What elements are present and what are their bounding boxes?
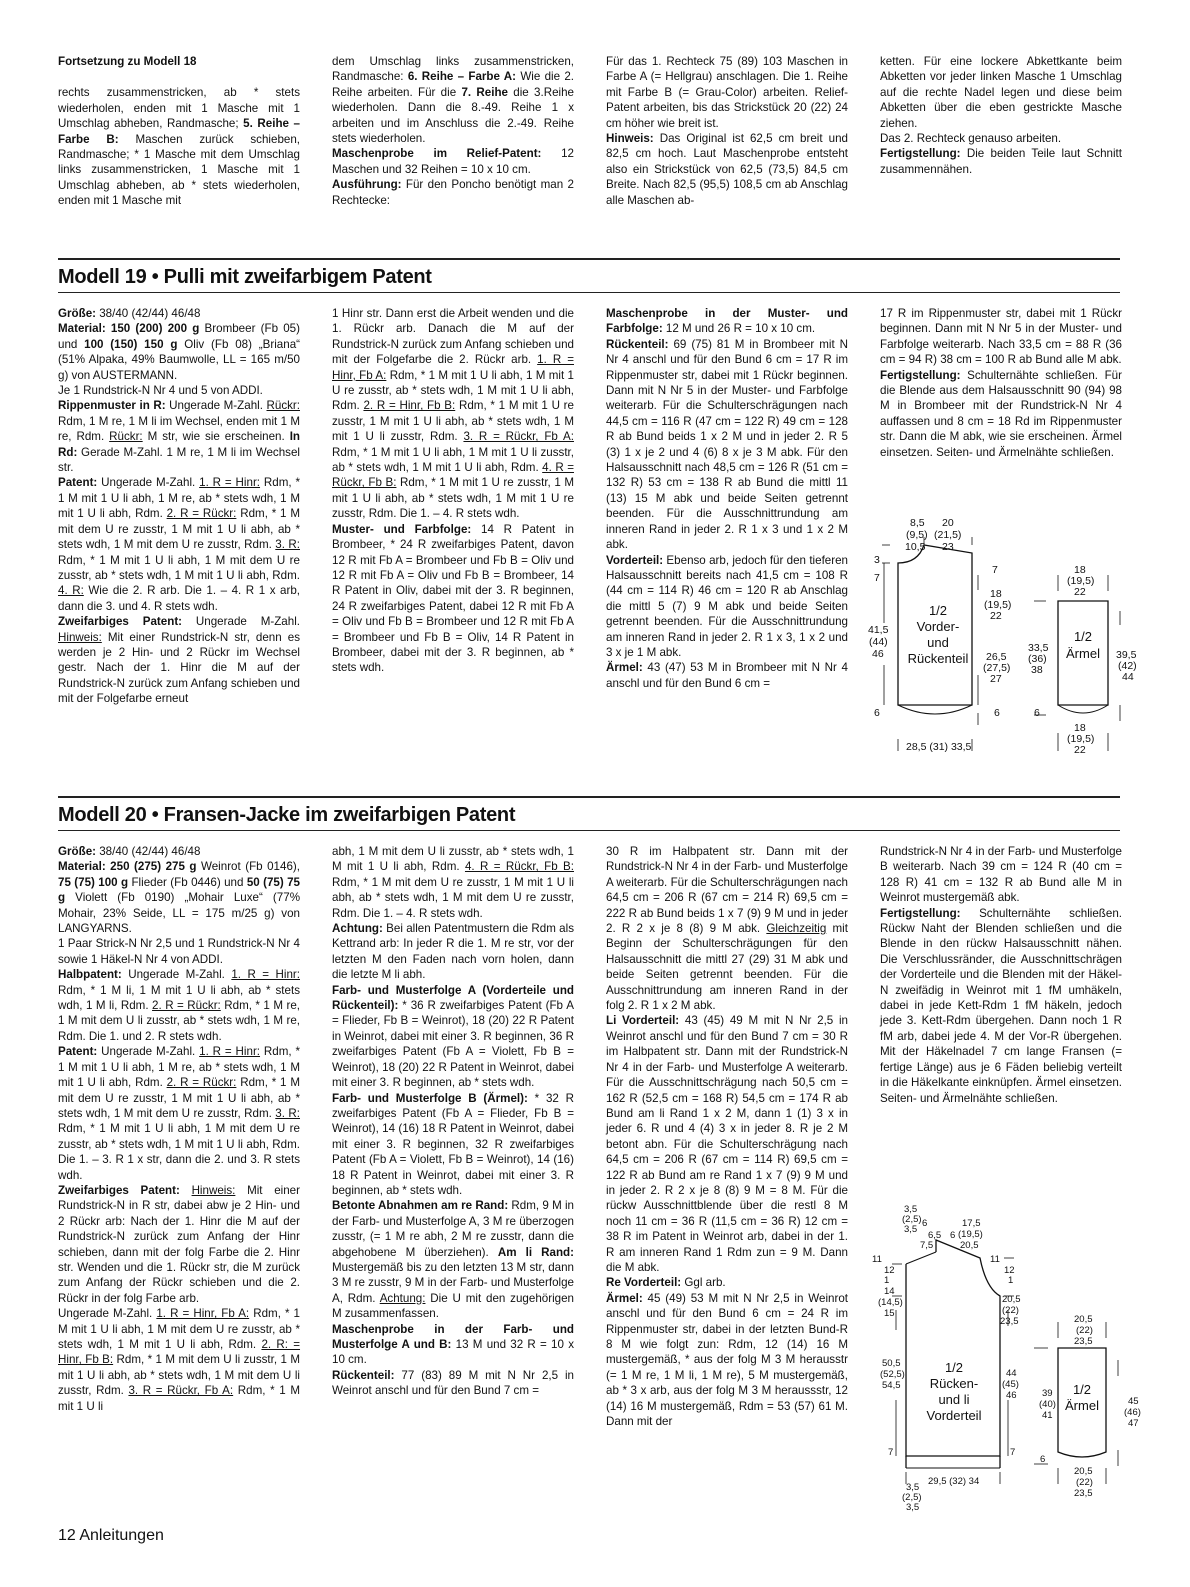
svg-text:22: 22	[1074, 586, 1086, 598]
m20-pattern-diagram	[862, 1200, 1152, 1520]
text-run: mit Beginn der Schulterschrägungen für den Halsausschnitt die mittl 27 (29) 31 M abk und beide Seiten getrennt beenden. Für die Ausschnittrundung am inneren Rand in der folg 2. R 1 x 2 M abk.	[606, 922, 848, 1013]
text-run: Rdm, 9 M in der Farb- und Musterfolge A, 3 M re überzogen zusstr, (= 1 M re abh, 2 M re zusstr, dann die abgehobene M überziehen).	[332, 1199, 575, 1259]
text-run: Mit einer Rundstrick-N str, denn es werden je 2 Hin- und 2 Rückr im Wechsel gestr. Nach der 1. Hinr die M auf der Rundstrick-N zurück zum Anfang schieben und mit der Folgefarbe erneut	[58, 630, 300, 706]
text-run: Maschenprobe in der Muster- und Farbfolge:	[606, 307, 848, 336]
page-footer	[58, 1527, 164, 1545]
text-run: 3. R = Rückr, Fb A:	[128, 1384, 234, 1398]
text-run: * 32 R zweifarbiges Patent (Fb A = Flieder, Fb B = Weinrot), 14 (16) 18 R Patent in Weinrot, dabei mit einer 3. R beginnen, 32 R zweifarbiges Patent (Fb A = Violett, Fb B = Weinrot), 14 (16) 18 R Patent in Weinrot, dabei mit einer 3. R beginnen, ab * stets wdh.	[332, 1091, 574, 1197]
svg-text:Vorder-: Vorder-	[916, 619, 960, 634]
m19-column-4	[880, 306, 1122, 460]
svg-text:3,5: 3,5	[904, 1204, 918, 1215]
text-run: Mit einer Rundstrick-N in R str, dabei abw je 2 Hin- und 2 Rückr arb: Nach der 1. Hinr die M auf der Rundstrick-N zurück zum Anfang der Hinr schieben, dann mit der folg Farbe die 2. Hinr str. Wenden und die 1. Rückr str, die M zurück zum Anfang der Rückr schieben und die 2. Rückr in der folg Farbe arb.	[58, 1183, 300, 1305]
svg-text:(27,5): (27,5)	[983, 662, 1011, 674]
text-run: Ungerade M-Zahl.	[97, 1045, 200, 1059]
text-run: Ungerade M-Zahl.	[182, 615, 301, 629]
svg-text:3,5: 3,5	[904, 1224, 918, 1235]
text-run: Mustergemäß bis zu den letzten 13 M str, dann 3 M re zusstr, 9 M in der Farb- und Musterfolge A, Rdm.	[332, 1260, 574, 1305]
svg-text:(44): (44)	[869, 636, 888, 648]
svg-text:(2,5): (2,5)	[902, 1214, 922, 1225]
svg-text:7: 7	[888, 1447, 894, 1458]
text-run: Patent:	[58, 1045, 98, 1059]
svg-text:11: 11	[872, 1254, 882, 1265]
svg-text:3: 3	[874, 554, 880, 566]
m20-column-2	[332, 844, 574, 1399]
text-run: Rdm, * 1 M mit 1 U li abh, 1 M mit dem U re zusstr, ab * stets wdh, 1 M mit 1 U li abh, Rdm.	[58, 553, 300, 582]
svg-text:44: 44	[1006, 1368, 1017, 1379]
text-run: 100 (150) 150 g	[84, 337, 178, 351]
text-run: Je 1 Rundstrick-N Nr 4 und 5 von ADDI.	[58, 384, 263, 398]
text-run: 1. R = Hinr:	[199, 476, 261, 490]
svg-text:23,5: 23,5	[1000, 1316, 1019, 1327]
svg-text:7,5: 7,5	[920, 1240, 934, 1251]
svg-text:12: 12	[1004, 1265, 1015, 1276]
svg-text:23: 23	[942, 541, 954, 553]
text-run: Hinweis:	[58, 630, 102, 644]
svg-text:(36): (36)	[1028, 653, 1047, 665]
text-run: Wie die 2. R arb. Die 1. – 4. R 1 x arb, dann die 3. und 4. R stets wdh.	[58, 584, 301, 613]
text-run: Patent:	[58, 476, 98, 490]
svg-text:7: 7	[992, 564, 998, 576]
svg-text:(19,5): (19,5)	[1067, 575, 1095, 587]
svg-text:(19,5): (19,5)	[958, 1229, 983, 1240]
svg-text:6: 6	[950, 1230, 956, 1241]
svg-text:46: 46	[872, 648, 884, 660]
text-run: Farb- und Musterfolge A (Vorderteile und Rückenteil):	[332, 983, 574, 1013]
text-run: 2. R = Rückr:	[152, 999, 221, 1013]
text-run: Rückr:	[266, 399, 300, 413]
text-run: 13 M und 32 R = 10 x 10 cm.	[332, 1338, 574, 1367]
svg-text:und li: und li	[938, 1392, 970, 1407]
svg-text:(52,5): (52,5)	[880, 1369, 905, 1380]
m19-column-3	[606, 306, 848, 691]
text-run: 4. R = Rückr, Fb B:	[332, 461, 574, 490]
text-run: Hinweis:	[191, 1183, 236, 1197]
text-run: Gleichzeitig	[766, 922, 827, 936]
svg-text:(9,5): (9,5)	[906, 529, 928, 541]
svg-text:46: 46	[1006, 1390, 1017, 1401]
svg-text:6: 6	[994, 707, 1000, 719]
svg-text:1: 1	[1008, 1275, 1014, 1286]
text-run: Achtung:	[379, 1291, 426, 1305]
text-run: Rdm, * 1 M mit 1 U li abh, 1 M mit dem U re zusstr, ab * stets wdh, 1 M mit 1 U li abh, Rdm.	[58, 1307, 301, 1351]
text-run: Größe:	[58, 845, 97, 858]
text-run: 75 (75) 100 g	[58, 875, 129, 889]
top-column-4: ketten. Für eine lockere Abkettkante beim Abketten vor jeder linken Masche 1 Umschlag auf die rechte Nadel legen und diese beim Abketten über die eben gestrickte Masche ziehen. Das 2. Rechteck genauso arbeiten. Fertigstellung: Die beiden Teile laut Schnitt zusammennähen.	[880, 55, 1122, 176]
text-run: 38/40 (42/44) 46/48	[96, 845, 201, 858]
m19-column-2	[332, 306, 574, 676]
svg-text:(42): (42)	[1118, 660, 1137, 672]
text-run: Gerade M-Zahl. 1 M re, 1 M li im Wechsel str.	[58, 445, 300, 475]
svg-text:14: 14	[884, 1286, 895, 1297]
text-run: 3. R = Rückr, Fb A:	[463, 430, 574, 444]
text-run: Ungerade M-Zahl.	[58, 1307, 157, 1321]
text-run: Rdm, * 1 M mit 1 U li abh, 1 M mit dem U re zusstr, ab * stets wdh, 1 M mit 1 U li abh, Rdm. Die 1. – 3. R 1 x str, dann die 2. und 3. R stets wdh.	[58, 1122, 300, 1182]
svg-text:und: und	[927, 635, 949, 650]
text-run: 50 (75) 75 g	[58, 875, 300, 905]
text-run: Rundstrick-N Nr 4 in der Farb- und Musterfolge B weiterarb. Nach 39 cm = 124 R (40 cm = 128 R) 41 cm = 132 R ab Bund alle M in Weinrot mustergemäß abk.	[880, 845, 1122, 905]
svg-text:45: 45	[1128, 1396, 1139, 1407]
text-run: Halbpatent:	[58, 968, 122, 982]
text-run: 2. R = Rückr:	[166, 507, 237, 521]
text-run: Rdm, * 1 M mit 1 U re zusstr, 1 M mit 1 U li abh, ab * stets wdh, 1 M mit 1 U re zusstr, Rdm. Die 1. – 4. R stets wdh.	[332, 476, 574, 521]
text-run: In Rd:	[58, 430, 300, 459]
text-run: Ungerade M-Zahl.	[165, 399, 267, 413]
svg-text:20,5: 20,5	[960, 1240, 979, 1251]
svg-text:(2,5): (2,5)	[902, 1492, 922, 1503]
text-run: 38/40 (42/44) 46/48	[96, 307, 201, 320]
text-run: Ärmel:	[606, 661, 643, 675]
text-run: Ebenso arb, jedoch für den tieferen Halsausschnitt bereits nach 41,5 cm = 108 R (44 cm = 114 R) 46 cm = 120 R ab Anschlag die mittl 5 (7) 9 M abk und beide Seiten getrennt beenden. Für die Ausschnittrundung am inneren Rand in jeder 2. R 1 x 3, 1 x 2 und 3 x je 1 M abk.	[606, 553, 848, 659]
text-run: Rückenteil:	[332, 1368, 395, 1382]
m20-body-label-1: 1/2	[944, 1360, 964, 1375]
text-run: 1. R = Hinr:	[231, 968, 300, 982]
text-run: Material: 150 (200) 200 g	[58, 322, 200, 336]
m19-dim-neck-1: 8,5	[910, 517, 925, 529]
continuation-title: Fortsetzung zu Modell 18	[58, 55, 197, 68]
text-run: Ungerade M-Zahl.	[97, 476, 200, 490]
svg-text:54,5: 54,5	[882, 1380, 901, 1391]
text-run: 30 R im Halbpatent str. Dann mit der Rundstrick-N Nr 4 in der Farb- und Musterfolge A weiterarb. Für die Schulterschrägungen nach 64,5 cm = 206 R (67 cm = 214 R) 69,5 cm = 222 R ab Bund beids 1 x 7 (9) 9 M und in jeder 2. R 2 x je 8 (8) 9 M abk.	[606, 845, 848, 936]
m20-column-3	[606, 844, 848, 1429]
text-run: Zweifarbiges Patent:	[58, 615, 183, 629]
svg-text:44: 44	[1122, 671, 1134, 683]
text-run	[180, 1184, 192, 1197]
svg-text:28,5 (31) 33,5: 28,5 (31) 33,5	[906, 741, 972, 753]
m19-pattern-diagram	[860, 515, 1150, 765]
text-run: Rückenteil:	[606, 337, 669, 351]
top-column-1	[58, 54, 300, 209]
text-run: Rippenmuster in R:	[58, 399, 166, 413]
svg-text:(46): (46)	[1124, 1407, 1141, 1418]
text-run: Violett (Fb 0190) „Mohair Luxe“ (77% Mohair, 23% Seide, LL = 175 m/25 g) von LANGYARNS.	[58, 891, 300, 936]
svg-text:Rückenteil: Rückenteil	[907, 651, 969, 666]
text-run: Schulternähte schließen. Rückw Naht der Blenden schließen und die Blende in den rückw Halsausschnitt nähen. Die Verschlussränder, die Ausschnittschrägen der Vorderteile und die Blenden mit der Häkel-N zweifädig in Weinrot mit 1 fM umhäkeln, dabei in jede Kett-Rdm 1 fM häkeln, jedoch jede 3. Kett-Rdm übergehen. Dann noch 1 R fM arb, dabei jede 4. M der Vor-R übergehen. Mit der Häkelnadel 7 cm lange Fransen (= fertige Länge) aus je 6 Fäden beliebig verteilt in die Häkelkante einknüpfen. Ärmel einsetzen. Seiten- und Ärmelnähte schließen.	[880, 906, 1122, 1105]
svg-text:7: 7	[874, 572, 880, 584]
text-run: M str, wie sie erscheinen.	[142, 430, 290, 444]
text-run: 4. R:	[58, 584, 84, 598]
section-name: Anleitungen	[79, 1527, 164, 1544]
svg-text:20: 20	[942, 517, 954, 529]
svg-text:39,5: 39,5	[1116, 649, 1137, 661]
svg-text:23,5: 23,5	[1074, 1336, 1093, 1347]
text-run: Rdm, * 1 M mit 1 U re zusstr, 1 M mit 1 U li abh, ab * stets wdh, 1 M mit 1 U li zusstr, Rdm.	[332, 399, 574, 444]
svg-text:(40): (40)	[1039, 1399, 1056, 1410]
text-run: 77 (83) 89 M mit N Nr 2,5 in Weinrot anschl und für den Bund 7 cm =	[332, 1368, 574, 1398]
text-run: Rdm, * 1 M mit 1 U li	[58, 1384, 300, 1413]
text-run: Betonte Abnahmen am re Rand:	[332, 1199, 509, 1213]
svg-text:20,5: 20,5	[1074, 1314, 1093, 1325]
text-run: Rdm, * 1 M mit dem U li zusstr, 1 M mit 1 U li abh, ab * stets wdh, 1 M mit dem U li zusstr, Rdm.	[58, 1353, 300, 1398]
text-run: Maschenprobe in der Farb- und Musterfolge A und B:	[332, 1322, 574, 1351]
text-run: 3. R:	[275, 1106, 300, 1120]
svg-text:6: 6	[922, 1218, 928, 1229]
text-run: Ärmel:	[606, 1291, 643, 1305]
svg-text:6: 6	[874, 707, 880, 719]
text-run: 2. R = Rückr:	[166, 1076, 237, 1090]
svg-text:29,5 (32) 34: 29,5 (32) 34	[928, 1476, 980, 1487]
m20-column-4	[880, 844, 1122, 1106]
text-run: Achtung:	[332, 922, 383, 936]
svg-text:22: 22	[1074, 744, 1086, 756]
model-19-heading: Modell 19 • Pulli mit zweifarbigem Patent	[58, 258, 1120, 293]
svg-text:(22): (22)	[1002, 1305, 1019, 1316]
page-number: 12	[58, 1527, 76, 1544]
m20-column-1	[58, 844, 300, 1414]
svg-text:Rücken-: Rücken-	[929, 1376, 979, 1391]
svg-text:38: 38	[1031, 664, 1043, 676]
svg-text:Ärmel: Ärmel	[1066, 646, 1100, 661]
model-20-heading: Modell 20 • Fransen-Jacke im zweifarbigen Patent	[58, 796, 1120, 831]
svg-text:6,5: 6,5	[928, 1230, 942, 1241]
text-run: 1. R = Hinr, Fb A:	[156, 1307, 250, 1321]
svg-text:23,5: 23,5	[1074, 1488, 1093, 1499]
text-run: Am li Rand:	[497, 1245, 574, 1259]
svg-text:(22): (22)	[1076, 1477, 1093, 1488]
text-run: Ggl arb.	[681, 1276, 726, 1290]
text-run: 1. R = Hinr:	[199, 1045, 261, 1059]
svg-text:39: 39	[1042, 1388, 1053, 1399]
text-run: 4. R = Rückr, Fb B:	[464, 860, 574, 874]
text-run: 1. R = Hinr, Fb A:	[332, 353, 574, 382]
text-run: Rdm, * 1 M mit 1 U li abh, 1 M mit 1 U re zusstr, ab * stets wdh, 1 M mit 1 U li abh, Rdm.	[332, 368, 574, 413]
svg-text:Vorderteil: Vorderteil	[926, 1408, 982, 1423]
text-run: Flieder (Fb 0446) und	[128, 875, 247, 889]
text-run: Fertigstellung:	[880, 906, 961, 920]
text-run: Oliv (Fb 08) „Briana“ (51% Alpaka, 49% Baumwolle, LL = 165 m/50 g) von AUSTERMANN.	[58, 337, 300, 382]
top-c2-text: dem Umschlag links zusammenstricken, Randmasche: 6. Reihe – Farbe A: Wie die 2. Reihe arbeiten. Für die 7. Reihe die 3.Reihe wiederholen. Dann die 8.-49. Reihe 1 x arbeiten und im Anschluss die 2.-49. Reihe stets wiederholen.	[332, 55, 574, 146]
svg-text:22: 22	[990, 610, 1002, 622]
text-run: Weinrot (Fb 0146),	[196, 860, 300, 874]
text-run: Schulternähte schließen. Für die Blende aus dem Halsausschnitt 90 (94) 98 M in Brombeer mit der Rundstrick-N Nr 4 auffassen und 8 cm = 18 Rd im Rippenmuster str. Dann die M abk, wie sie erscheinen. Ärmel einsetzen. Seiten- und Ärmelnähte schließen.	[880, 368, 1122, 459]
top-column-2: dem Umschlag links zusammenstricken, Randmasche: 6. Reihe – Farbe A: Wie die 2. Reihe arbeiten. Für die 7. Reihe die 3.Reihe wiederholen. Dann die 8.-49. Reihe 1 x arbeiten und im Anschluss die 2.-49. Reihe stets wiederholen. Maschenprobe im Relief-Patent: 12 Maschen und 32 Reihen = 10 x 10 cm. Ausführung: Für den Poncho benötigt man 2 Rechtecke:	[332, 55, 574, 207]
text-run: Zweifarbiges Patent:	[58, 1183, 180, 1197]
text-run: 3. R:	[275, 538, 300, 552]
svg-text:1: 1	[884, 1275, 890, 1286]
svg-text:11: 11	[990, 1254, 1000, 1265]
svg-text:7: 7	[1010, 1447, 1016, 1458]
text-run: Fertigstellung:	[880, 368, 961, 382]
text-run: * 36 R zweifarbiges Patent (Fb A = Flieder, Fb B = Weinrot), 18 (20) 22 R Patent in Weinrot, dabei mit einer 3. R beginnen, 36 R zweifarbiges Patent (Fb A = Violett, Fb B = Weinrot), 18 (20) 22 R Patent in Weinrot, dabei mit einer 3. R beginnen, ab * stets wdh.	[332, 999, 574, 1090]
svg-text:(21,5): (21,5)	[934, 529, 962, 541]
text-run: Bei allen Patentmustern die Rdm als Kettrand arb: In jeder R die 1. M re str, vor der letzten M den Faden nach vorn holen, dann die letzte M li abh.	[332, 922, 574, 982]
text-run: 12 M und 26 R = 10 x 10 cm.	[662, 322, 816, 336]
text-run: 43 (45) 49 M mit N Nr 2,5 in Weinrot anschl und für den Bund 7 cm = 30 R im Halbpatent str. Dann mit der Rundstrick-N Nr 4 in der Farb- und Musterfolge A weiterarb. Für die Ausschnittschrägung nach 50,5 cm = 162 R (52,5 cm = 168 R) 54,5 cm = 174 R ab Bund am li Rand 1 x 2 M, dann 1 (1) 3 x in jeder 6. R und 4 (4) 3 x in jeder 8. R je 2 M betont abn. Für die Schulterschrägung nach 64,5 cm = 206 R (67 cm = 114 R) 69,5 cm = 122 R ab Bund am re Rand 1 x 7 (9) 9 M und in jeder 2. R 2 x je 8 (8) 9 M = 8 M. Für die rückw Ausschnittblende über die restl 8 M noch 11 cm = 36 R (11,5 cm = 36 R) 12 cm = 38 R im Patent in Weinrot arb, dabei in der 1. R am inneren Rand 1 Rdm zun = 9 M. Dann die M abk.	[606, 1014, 848, 1274]
svg-text:(19,5): (19,5)	[1067, 733, 1095, 745]
svg-text:18: 18	[990, 588, 1002, 600]
text-run: Rdm, * 1 M mit dem U re zusstr, 1 M mit 1 U li abh, ab * stets wdh, 1 M mit dem U re zusstr, Rdm. Die 1. – 4. R stets wdh.	[332, 875, 574, 920]
text-run: Rdm, * 1 M mit 1 U li abh, 1 M re, ab * stets wdh, 1 M mit 1 U li abh, Rdm.	[58, 1045, 300, 1090]
svg-text:18: 18	[1074, 564, 1086, 576]
text-run: 43 (47) 53 M in Brombeer mit N Nr 4 anschl und für den Bund 6 cm =	[606, 661, 848, 690]
text-run: 2. R: = Hinr, Fb B:	[58, 1338, 301, 1367]
text-run: Rdm, * 1 M mit dem U re zusstr, 1 M mit 1 U li abh, ab * stets wdh, 1 M mit dem U re zusstr, Rdm.	[58, 1076, 300, 1120]
text-run: Material: 250 (275) 275 g	[58, 860, 197, 874]
text-run: Rdm, * 1 M mit dem U re zusstr, 1 M mit 1 U li abh, ab * stets wdh, 1 M mit dem U re zusstr, Rdm.	[58, 507, 300, 552]
svg-text:20,5: 20,5	[1074, 1466, 1093, 1477]
m19-column-1	[58, 306, 300, 707]
text-run: Die U mit den zugehörigen M zusammenfassen.	[332, 1291, 574, 1321]
top-column-3: Für das 1. Rechteck 75 (89) 103 Maschen in Farbe A (= Hellgrau) anschlagen. Die 1. Reihe mit Farbe B (= Grau-Color) arbeiten. Relief-Patent arbeiten, bis das Strickstück 20 (22) 24 cm höher wie breit ist. Hinweis: Das Original ist 62,5 cm breit und 82,5 cm hoch. Laut Maschenprobe entsteht also ein Strickstück von 62,5 (73,5) 84,5 cm Breite. Nach 82,5 (95,5) 108,5 cm ab Anschlag alle Maschen ab-	[606, 55, 848, 207]
svg-text:18: 18	[1074, 722, 1086, 734]
svg-text:27: 27	[990, 673, 1002, 685]
text-run: Farb- und Musterfolge B (Ärmel):	[332, 1091, 528, 1105]
svg-text:33,5: 33,5	[1028, 642, 1049, 654]
svg-text:47: 47	[1128, 1418, 1139, 1429]
text-run: Rdm, * 1 M re, 1 M mit dem U li zusstr, ab * stets wdh, 1 M re, Rdm. Die 1. und 2. R stets wdh.	[58, 999, 300, 1043]
svg-text:6: 6	[1040, 1454, 1046, 1465]
top-c1-text: rechts zusammenstricken, ab * stets wiederholen, enden mit 1 Masche mit 1 Umschlag abheben, Randmasche; 5. Reihe – Farbe B: Maschen zurück schieben, Randmasche; * 1 Masche mit dem Umschlag links zusammenstricken, 1 Masche mit 1 Umschlag abheben, ab * stets wiederholen, enden mit 1 Masche mit	[58, 86, 301, 208]
text-run: 1 Paar Strick-N Nr 2,5 und 1 Rundstrick-N Nr 4 sowie 1 Häkel-N Nr 4 von ADDI.	[58, 937, 300, 966]
svg-text:12: 12	[884, 1265, 895, 1276]
text-run: 1 Hinr str. Dann erst die Arbeit wenden und die 1. Rückr arb. Danach die M auf der Rundstrick-N zurück zum Anfang schieben und mit der Folgefarbe die 2. Rückr arb.	[332, 307, 574, 367]
text-run: Ungerade M-Zahl.	[121, 968, 232, 982]
text-run: 45 (49) 53 M mit N Nr 2,5 in Weinrot anschl und für den Bund 6 cm = 24 R im Rippenmuster str, dabei in der letzten Bund-R 8 M wie folgt zun: Rdm, 12 (14) 16 M mustergemäß, * aus der folg M 3 M herausstr (= 1 M re, 1 M li, 1 M re), 5 M mustergemäß, ab * 3 x arb, aus der folg M 3 M heraussstr, 12 (14) 16 M mustergemäß, Rdm = 53 (57) 61 M. Dann mit der	[606, 1291, 848, 1429]
svg-text:10,5: 10,5	[905, 541, 926, 553]
svg-text:20,5: 20,5	[1002, 1294, 1021, 1305]
svg-text:Ärmel: Ärmel	[1065, 1398, 1099, 1413]
text-run: Re Vorderteil:	[606, 1276, 682, 1290]
m19-body-label-1: 1/2	[928, 603, 948, 618]
text-run: Rdm, * 1 M li, 1 M mit 1 U li abh, ab * stets wdh, 1 M li, Rdm.	[58, 983, 300, 1013]
m19-sleeve-label-1: 1/2	[1073, 629, 1093, 644]
svg-text:3,5: 3,5	[906, 1482, 920, 1493]
svg-text:50,5: 50,5	[882, 1358, 901, 1369]
svg-text:3,5: 3,5	[906, 1502, 920, 1513]
svg-text:(14,5): (14,5)	[878, 1297, 903, 1308]
text-run: abh, 1 M mit dem U li zusstr, ab * stets wdh, 1 M mit 1 U li abh, Rdm.	[332, 845, 574, 874]
svg-text:(45): (45)	[1002, 1379, 1019, 1390]
text-run: Rdm, * 1 M mit 1 U li abh, 1 M re, ab * stets wdh, 1 M mit 1 U li abh, Rdm.	[58, 476, 300, 521]
m20-sleeve-label-1: 1/2	[1072, 1382, 1092, 1397]
text-run: Li Vorderteil:	[606, 1014, 680, 1028]
svg-text:26,5: 26,5	[986, 651, 1007, 663]
text-run: 2. R = Hinr, Fb B:	[363, 399, 456, 413]
svg-text:6: 6	[1034, 707, 1040, 719]
text-run: Rückr:	[109, 430, 143, 444]
svg-text:(19,5): (19,5)	[984, 599, 1012, 611]
svg-text:(22): (22)	[1076, 1325, 1093, 1336]
text-run: Muster- und Farbfolge:	[332, 522, 472, 536]
svg-text:41,5: 41,5	[868, 624, 889, 636]
svg-text:17,5: 17,5	[962, 1218, 981, 1229]
text-run: Größe:	[58, 307, 97, 320]
text-run: 17 R im Rippenmuster str, dabei mit 1 Rückr beginnen. Dann mit N Nr 5 in der Muster- und Farbfolge weiterarb. Nach 33,5 cm = 88 R (36 cm = 94 R) 38 cm = 100 R ab Bund alle M abk.	[880, 307, 1122, 367]
text-run: 69 (75) 81 M in Brombeer mit N Nr 4 anschl und für den Bund 6 cm = 17 R im Rippenmuster str, dabei mit 1 Rückr beginnen. Dann mit N Nr 5 in der Muster- und Farbfolge weiterarb. Für die Schulterschrägungen nach 44,5 cm = 116 R (47 cm = 122 R) 49 cm = 128 R ab Bund beids 1 x 2 M und in jeder 2. R 5 (3) 1 x je 2 und 4 (6) 8 x je 3 M abk. Für den Halsausschnitt nach 48,5 cm = 126 R (51 cm = 132 R) 53 cm = 138 R ab Bund die mittl 11 (13) 15 M abk und beide Seiten getrennt beenden. Für die Ausschnittrundung am inneren Rand in jeder 2. R 1 x 3 und 1 x 2 M abk.	[606, 337, 848, 552]
text-run: Vorderteil:	[606, 553, 664, 567]
text-run: Brombeer (Fb 05) und	[58, 322, 300, 351]
text-run: 14 R Patent in Brombeer, * 24 R zweifarbiges Patent, davon 12 R mit Fb A = Brombeer und Fb B = Oliv und 12 R mit Fb A = Oliv und Fb B = Brombeer, 14 R Patent in Oliv, dabei mit der 3. R beginnen, 24 R zweifarbiges Patent, dabei 12 R mit Fb A = Oliv und Fb B = Brombeer und 12 R mit Fb A = Brombeer und Fb B = Oliv, 14 R Patent in Brombeer, dabei mit der 3. R beginnen, ab * stets wdh.	[332, 522, 574, 675]
svg-text:15: 15	[884, 1308, 895, 1319]
text-run: Rdm, * 1 M mit 1 U li abh, 1 M mit 1 U li zusstr, ab * stets wdh, 1 M mit 1 U li abh, Rdm.	[332, 445, 574, 475]
svg-text:41: 41	[1042, 1410, 1053, 1421]
text-run: Rdm, 1 M re, 1 M li im Wechsel, enden mit 1 M re, Rdm.	[58, 414, 300, 444]
